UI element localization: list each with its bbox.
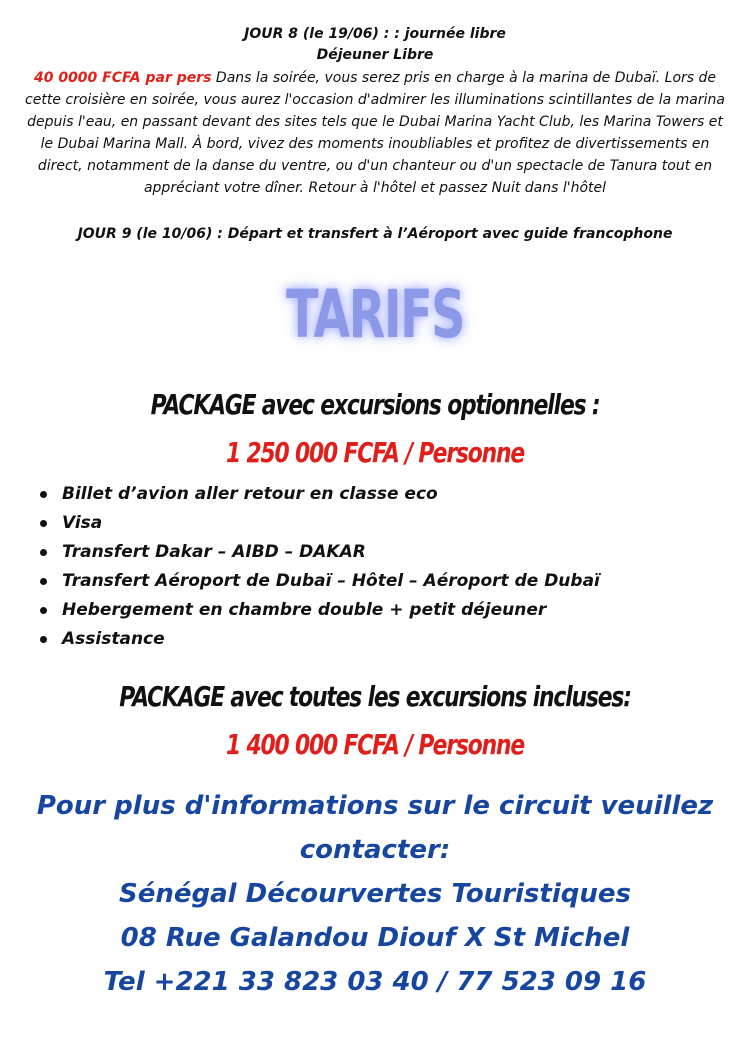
list-item: [38, 509, 718, 538]
package2-price: 1 400 000 FCFA / Personne: [225, 728, 524, 761]
agency-name: Sénégal Décourvertes Touristiques: [119, 879, 631, 909]
day9-title: JOUR 9 (le 10/06) : Départ et transfert à l’Aéroport avec guide francophone: [77, 226, 673, 242]
list-item: [38, 480, 718, 509]
list-item-text: Hebergement en chambre double + petit déjeuner: [62, 600, 547, 620]
bullet-icon: [40, 549, 47, 556]
list-item-text: Assistance: [62, 629, 165, 649]
day8-price: 40 0000 FCFA par pers: [33, 70, 212, 86]
day8-lunch: Déjeuner Libre: [316, 47, 434, 63]
list-item: [38, 596, 718, 625]
contact-intro-cont: contacter:: [299, 835, 451, 865]
bullet-icon: [40, 491, 47, 498]
day8-title: JOUR 8 (le 19/06) : : journée libre: [244, 26, 506, 42]
list-item-text: Transfert Aéroport de Dubaï – Hôtel – Aéroport de Dubaï: [62, 571, 600, 591]
contact-block: [0, 784, 750, 1004]
bullet-icon: [40, 607, 47, 614]
package2-title: PACKAGE avec toutes les excursions incluses:: [119, 680, 631, 713]
day8-description-text: Dans la soirée, vous serez pris en charge à la marina de Dubaï. Lors de cette croisière en soirée, vous aurez l'occasion d'admirer les illuminations scintillantes de la marina depuis l'eau, en passant devant des sites tels que le Dubai Marina Yacht Club, les Marina Towers et le Dubai Marina Mall. À bord, vivez des moments inoubliables et profitez de divertissements en direct, notamment de la danse du ventre, ou d'un chanteur ou d'un spectacle de Tanura tout en appréciant votre dîner. Retour à l'hôtel et passez Nuit dans l'hôtel: [25, 70, 725, 196]
contact-intro: Pour plus d'informations sur le circuit veuillez: [36, 791, 714, 821]
includes-list: [38, 480, 718, 654]
tarifs-heading: TARIFS: [286, 276, 464, 353]
agency-phone: Tel +221 33 823 03 40 / 77 523 09 16: [103, 967, 647, 997]
package1-title: PACKAGE avec excursions optionnelles :: [150, 388, 600, 421]
list-item: [38, 538, 718, 567]
list-item-text: Transfert Dakar – AIBD – DAKAR: [62, 542, 366, 562]
list-item: [38, 625, 718, 654]
day8-heading: [0, 24, 750, 66]
agency-address: 08 Rue Galandou Diouf X St Michel: [120, 923, 630, 953]
bullet-icon: [40, 520, 47, 527]
package1-price: 1 250 000 FCFA / Personne: [225, 436, 524, 469]
bullet-icon: [40, 636, 47, 643]
day8-description: [25, 67, 725, 199]
bullet-icon: [40, 578, 47, 585]
list-item: [38, 567, 718, 596]
list-item-text: Visa: [62, 513, 103, 533]
list-item-text: Billet d’avion aller retour en classe eco: [62, 484, 438, 504]
